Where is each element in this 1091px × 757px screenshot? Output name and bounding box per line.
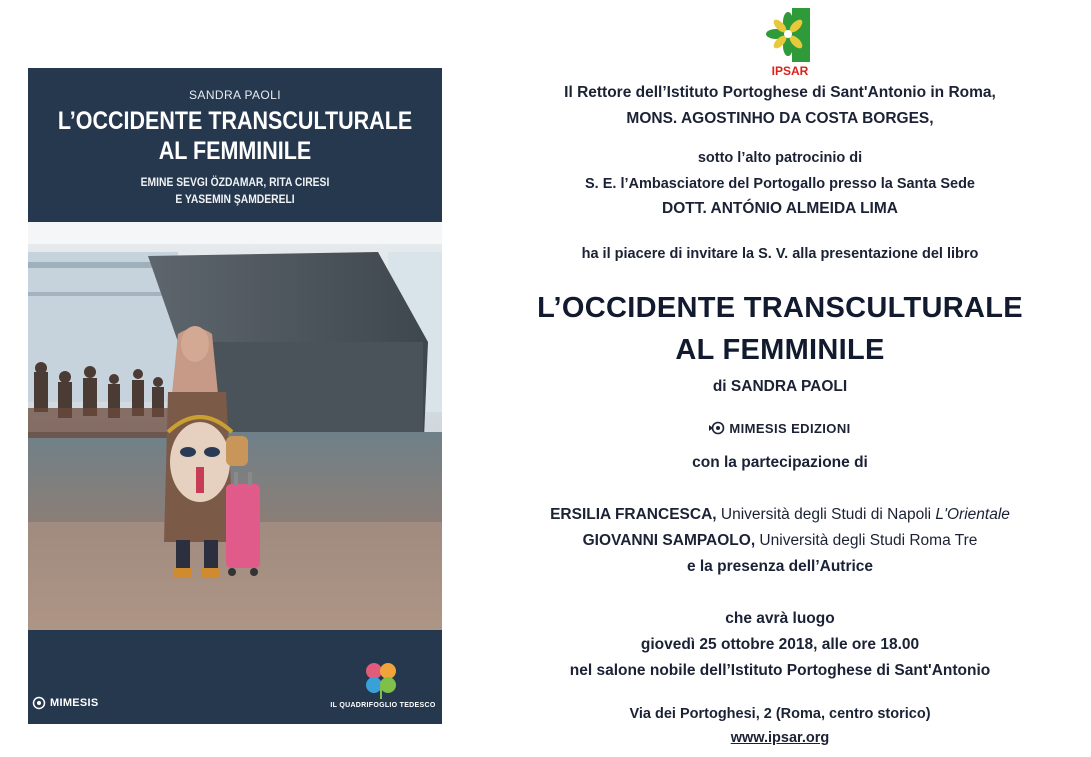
event-place: nel salone nobile dell’Istituto Portoghese di Sant'Antonio [569, 662, 991, 679]
address-line: Via dei Portoghesi, 2 (Roma, centro storico) [629, 706, 931, 722]
speaker2-line [470, 532, 1090, 550]
participation-line: con la partecipazione di [692, 454, 868, 471]
mimesis-icon [709, 421, 725, 435]
cover-subtitle [57, 174, 413, 208]
author-presence-line: e la presenza dell’Autrice [686, 558, 874, 575]
quadrifoglio-logo-icon [361, 659, 401, 699]
cover-series-name: IL QUADRIFOGLIO TEDESCO [330, 702, 436, 709]
event-date: giovedì 25 ottobre 2018, alle ore 18.00 [640, 636, 920, 653]
cover-header [28, 68, 442, 222]
ipsar-logo-icon [764, 6, 816, 62]
airport-illustration [28, 222, 442, 630]
speaker1-affiliation: Università degli Studi di Napoli [716, 506, 936, 523]
ipsar-logo-label: IPSAR [771, 64, 809, 78]
ambassador-line: S. E. l’Ambasciatore del Portogallo presso la Santa Sede [584, 176, 975, 192]
cover-title-line1: L’OCCIDENTE TRANSCULTURALE [57, 107, 413, 135]
book-cover [28, 68, 442, 724]
website-link[interactable]: www.ipsar.org [730, 730, 830, 746]
speaker2-name: GIOVANNI SAMPAOLO, [582, 532, 756, 549]
cover-title [57, 106, 413, 166]
cover-publisher: MIMESIS [50, 697, 99, 709]
cover-subtitle-line1: EMINE SEVGI ÖZDAMAR, RITA CIRESI [140, 175, 330, 189]
ambassador-name: DOTT. ANTÓNIO ALMEIDA LIMA [662, 200, 898, 217]
patronage-line: sotto l’alto patrocinio di [697, 150, 863, 166]
website-line [470, 730, 1090, 746]
publisher-name: MIMESIS EDIZIONI [729, 421, 851, 436]
cover-author: SANDRA PAOLI [189, 88, 281, 102]
rector-name: MONS. AGOSTINHO DA COSTA BORGES, [626, 110, 934, 127]
speaker1-line [470, 506, 1090, 524]
cover-title-line2: AL FEMMINILE [158, 137, 312, 165]
speaker2-affiliation: Università degli Studi Roma Tre [755, 532, 978, 549]
cover-subtitle-line2: E YASEMIN ŞAMDERELI [175, 192, 295, 206]
book-title-line2: AL FEMMINILE [675, 334, 885, 366]
speaker1-affiliation-italic: L'Orientale [935, 506, 1010, 523]
cover-photo [28, 222, 442, 630]
book-title-line1: L’OCCIDENTE TRANSCULTURALE [537, 292, 1023, 324]
event-intro: che avrà luogo [725, 610, 835, 627]
mimesis-logo-icon [32, 696, 46, 710]
author-line: di SANDRA PAOLI [712, 378, 848, 395]
publisher-line [470, 420, 1090, 438]
invite-line: ha il piacere di invitare la S. V. alla presentazione del libro [581, 246, 979, 262]
speaker1-name: ERSILIA FRANCESCA, [550, 506, 717, 523]
rector-line: Il Rettore dell’Istituto Portoghese di Sant'Antonio in Roma, [564, 84, 996, 101]
